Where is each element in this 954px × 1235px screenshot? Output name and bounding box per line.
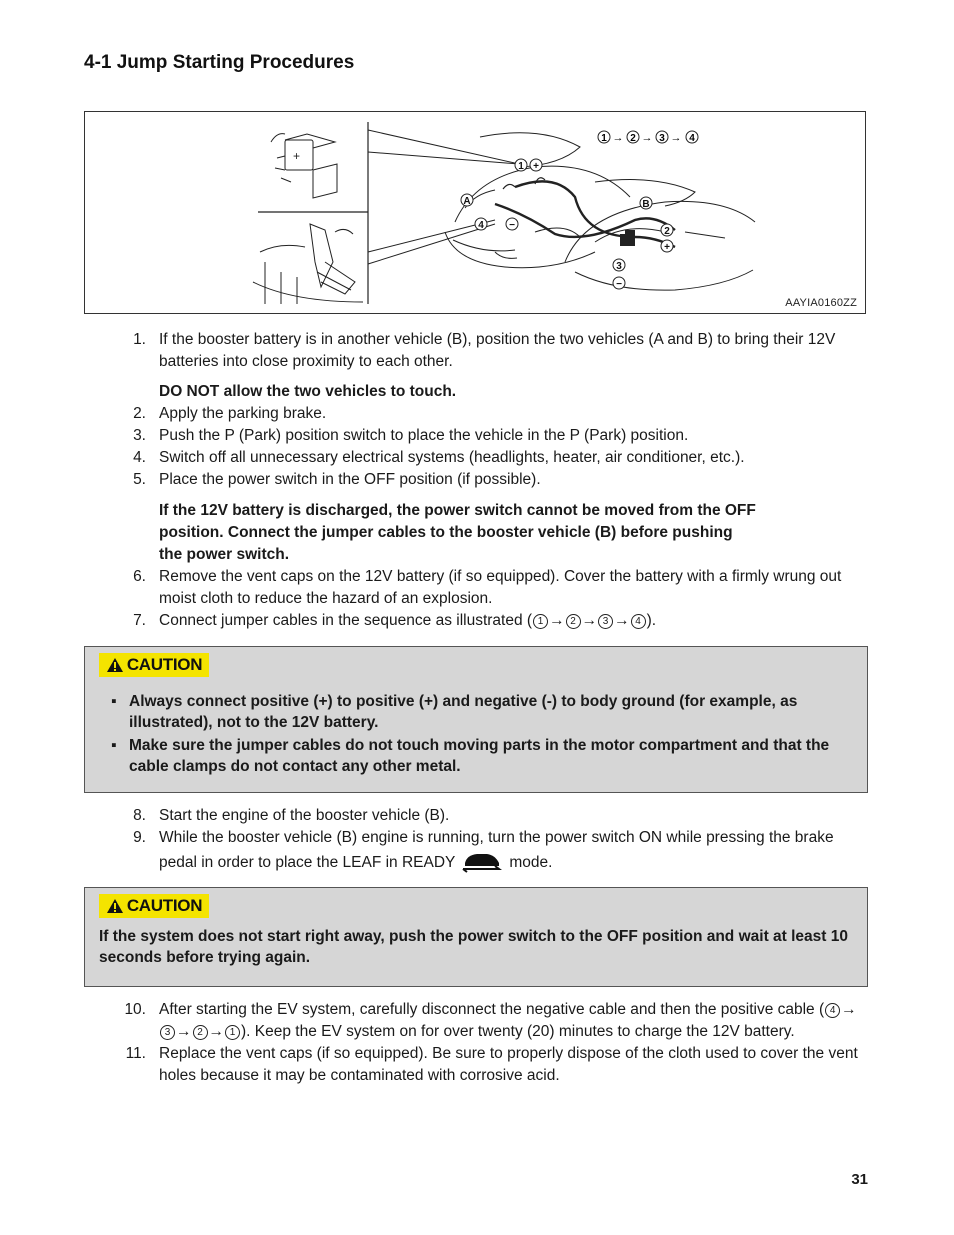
steps-group-3 [84, 999, 866, 1087]
marker-4: 4 [478, 220, 484, 231]
step-4: 4. Switch off all unnecessary electrical systems (headlights, heater, air conditioner, etc.). [133, 449, 745, 466]
seq-2: 2 [566, 614, 581, 629]
seq-1: 1 [533, 614, 548, 629]
sequence-legend [598, 131, 698, 144]
svg-text:+: + [664, 242, 670, 253]
seq-3: 3 [598, 614, 613, 629]
svg-text:→: → [612, 132, 624, 144]
step-1-note: DO NOT allow the two vehicles to touch. [159, 383, 457, 400]
svg-text:→: → [641, 132, 653, 144]
caution-box-1 [84, 646, 868, 793]
step-3: 3. Push the P (Park) position switch to place the vehicle in the P (Park) position. [133, 427, 689, 444]
svg-text:1: 1 [601, 133, 607, 144]
step-7: 7. Connect jumper cables in the sequence as illustrated ( 1 → 2 → 3 → 4 ). [133, 612, 657, 629]
caution-box-2 [84, 887, 868, 987]
svg-text:−: − [509, 220, 515, 231]
caution-text-2: If the system does not start right away, push the power switch to the OFF position and wait at least 10 seconds before trying again. [99, 928, 848, 966]
jump-start-illustration [84, 111, 866, 314]
illustration-drawing [85, 112, 867, 315]
seq-1: 1 [225, 1025, 240, 1040]
step-5-note: If the 12V battery is discharged, the power switch cannot be moved from the OFF position. Connect the jumper cables to the booster vehicle (B) before pushing the power switch. [159, 502, 756, 563]
step-2: 2. Apply the parking brake. [133, 405, 327, 422]
svg-text:→: → [670, 132, 682, 144]
warning-triangle-icon [106, 898, 124, 914]
step-11: 11. Replace the vent caps (if so equipped). Be sure to properly dispose of the cloth used to cover the vent holes because it may be contaminated with corrosive acid. [125, 1045, 858, 1084]
caution-label-2: CAUTION [99, 894, 209, 918]
step-9: 9. While the booster vehicle (B) engine is running, turn the power switch ON while pressing the brake pedal in order to place the LEAF in READY mode. [133, 829, 834, 871]
step-1: 1. If the booster battery is in another vehicle (B), position the two vehicles (A and B) to bring their 12V batteries into close proximity to each other. [133, 331, 836, 370]
step-10: 10. After starting the EV system, carefully disconnect the negative cable and then the positive cable ( 4 →3 → 2 → 1 ). Keep the EV system on for over twenty (20) minutes to charge the 12V battery. [124, 1001, 857, 1040]
caution-item: ▪ Make sure the jumper cables do not touch moving parts in the motor compartment and that the cable clamps do not contact any other metal. [111, 737, 830, 775]
marker-1: 1 [518, 161, 524, 172]
ready-car-icon [461, 849, 503, 873]
step-8: 8. Start the engine of the booster vehicle (B). [133, 807, 450, 824]
caution-list-1 [111, 691, 855, 779]
warning-triangle-icon [106, 657, 124, 673]
caution-label-1: CAUTION [99, 653, 209, 677]
step-6: 6. Remove the vent caps on the 12V battery (if so equipped). Cover the battery with a firmly wrung out moist cloth to reduce the hazard of an explosion. [133, 568, 842, 607]
svg-text:+: + [533, 161, 539, 172]
seq-2: 2 [193, 1025, 208, 1040]
seq-4: 4 [631, 614, 646, 629]
steps-group-1 [84, 329, 866, 632]
marker-3: 3 [616, 261, 622, 272]
svg-text:+: + [293, 149, 301, 163]
seq-4: 4 [825, 1003, 840, 1018]
marker-a: A [463, 196, 471, 207]
figure-code: AAYIA0160ZZ [785, 297, 857, 309]
marker-2: 2 [664, 226, 670, 237]
svg-text:−: − [616, 279, 622, 290]
page-heading: 4-1 Jump Starting Procedures [84, 52, 355, 73]
steps-group-2 [84, 805, 866, 874]
seq-3: 3 [160, 1025, 175, 1040]
svg-text:2: 2 [630, 133, 636, 144]
svg-text:4: 4 [689, 133, 695, 144]
step-5: 5. Place the power switch in the OFF position (if possible). [133, 471, 541, 488]
marker-b: B [642, 199, 650, 210]
svg-text:3: 3 [659, 133, 665, 144]
caution-item: ▪ Always connect positive (+) to positive (+) and negative (-) to body ground (for example, as illustrated), not to the 12V battery. [111, 693, 798, 731]
page-number: 31 [851, 1171, 868, 1188]
